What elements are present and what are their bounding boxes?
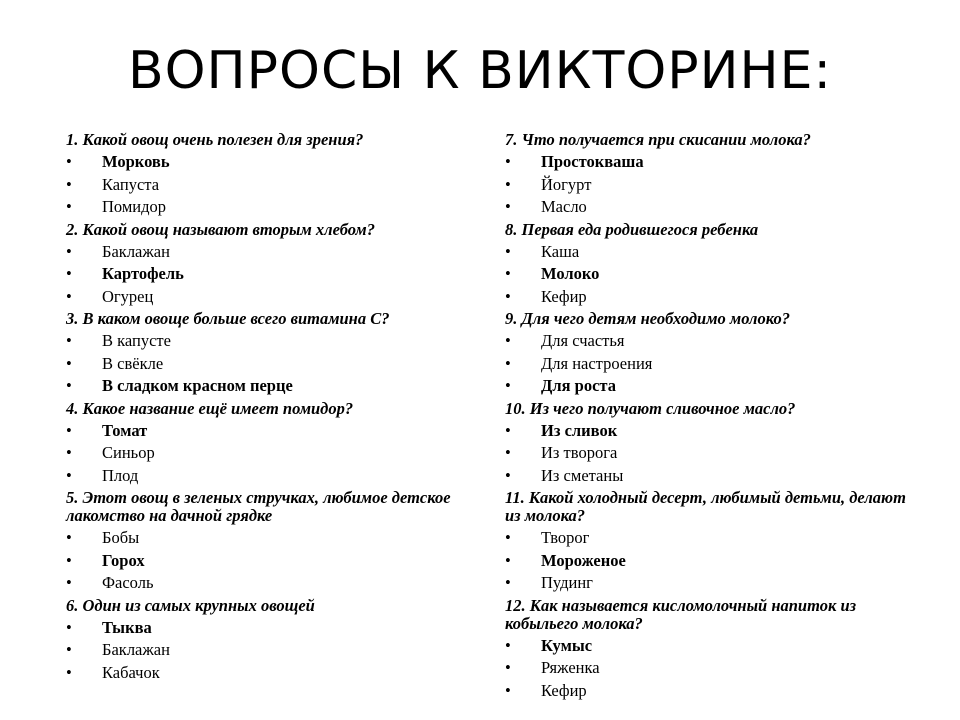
answer-text: Горох xyxy=(102,550,145,570)
answer-option-correct xyxy=(66,550,466,573)
answer-option xyxy=(66,174,466,197)
answer-text: Баклажан xyxy=(102,241,170,261)
answer-text: Кефир xyxy=(541,680,587,700)
bullet-icon: • xyxy=(66,264,72,283)
answer-text: Пудинг xyxy=(541,573,593,592)
answer-text: Йогурт xyxy=(541,174,592,194)
answer-text: Ряженка xyxy=(541,658,600,677)
answer-option xyxy=(66,572,466,595)
question-text: 10. Из чего получают сливочное масло? xyxy=(505,398,796,418)
bullet-icon: • xyxy=(66,640,72,659)
bullet-icon: • xyxy=(66,197,72,216)
answer-option xyxy=(505,174,925,197)
answer-text: Кабачок xyxy=(102,662,160,682)
bullet-icon: • xyxy=(505,353,511,373)
answer-text: Молоко xyxy=(541,264,600,283)
bullet-icon: • xyxy=(66,528,72,547)
bullet-icon: • xyxy=(66,331,72,350)
answer-text: Из сливок xyxy=(541,420,618,440)
bullet-icon: • xyxy=(66,376,72,395)
answer-option xyxy=(66,353,466,376)
bullet-icon: • xyxy=(66,443,72,462)
answer-text: Тыква xyxy=(102,617,152,637)
bullet-icon: • xyxy=(66,465,72,485)
bullet-icon: • xyxy=(66,286,72,306)
answer-option xyxy=(505,241,925,264)
bullet-icon: • xyxy=(505,573,511,592)
answer-option-correct xyxy=(505,151,925,174)
bullet-icon: • xyxy=(66,241,72,261)
page-title: ВОПРОСЫ К ВИКТОРИНЕ: xyxy=(127,41,833,101)
answer-option xyxy=(505,353,925,376)
answer-option xyxy=(505,657,925,680)
bullet-icon: • xyxy=(505,635,511,655)
answer-option xyxy=(505,442,925,465)
answer-option-correct xyxy=(66,263,466,286)
quiz-column-right xyxy=(505,129,925,702)
bullet-icon: • xyxy=(505,658,511,677)
answer-text: Кумыс xyxy=(541,635,593,655)
answer-text: Огурец xyxy=(102,286,154,306)
answer-option xyxy=(505,286,925,309)
answer-text: Бобы xyxy=(102,528,140,547)
answer-option xyxy=(66,442,466,465)
bullet-icon: • xyxy=(66,420,72,440)
answer-option xyxy=(505,465,925,488)
answer-text: Картофель xyxy=(102,264,184,283)
answer-text: В свёкле xyxy=(102,353,164,373)
answer-option-correct xyxy=(505,263,925,286)
question-text: 8. Первая еда родившегося ребенка xyxy=(505,219,759,239)
answer-text: Из сметаны xyxy=(541,465,624,485)
answer-text: Из творога xyxy=(541,443,618,462)
answer-text: В капусте xyxy=(102,331,171,350)
answer-option xyxy=(66,241,466,264)
bullet-icon: • xyxy=(505,331,511,350)
answer-text: Морковь xyxy=(102,152,170,171)
bullet-icon: • xyxy=(505,420,511,440)
bullet-icon: • xyxy=(505,550,511,570)
bullet-icon: • xyxy=(66,573,72,592)
answer-option-correct xyxy=(66,617,466,640)
answer-option xyxy=(66,465,466,488)
question-text: 2. Какой овощ называют вторым хлебом? xyxy=(66,219,375,239)
answer-option xyxy=(66,286,466,309)
bullet-icon: • xyxy=(505,465,511,485)
answer-option xyxy=(66,527,466,550)
answer-text: Мороженое xyxy=(541,550,626,570)
answer-text: Каша xyxy=(541,241,580,261)
bullet-icon: • xyxy=(66,174,72,194)
answer-text: Творог xyxy=(541,528,590,547)
question-text: 1. Какой овощ очень полезен для зрения? xyxy=(66,130,364,149)
answer-text: Синьор xyxy=(102,443,155,462)
answer-text: В сладком красном перце xyxy=(102,376,293,395)
bullet-icon: • xyxy=(505,680,511,700)
answer-option xyxy=(505,680,925,703)
question-text: 9. Для чего детям необходимо молоко? xyxy=(505,309,790,328)
question-text: 4. Какое название ещё имеет помидор? xyxy=(66,398,354,418)
quiz-column-left xyxy=(66,129,466,684)
question-text: 12. Как называется кисломолочный напиток из кобыльего молока? xyxy=(505,595,857,633)
bullet-icon: • xyxy=(505,152,511,171)
question-text: 11. Какой холодный десерт, любимый детьми, делают из молока? xyxy=(505,488,906,525)
question-text: 5. Этот овощ в зеленых стручках, любимое детское лакомство на дачной грядке xyxy=(66,488,451,525)
answer-option-correct xyxy=(505,635,925,658)
answer-option-correct xyxy=(505,375,925,398)
answer-option-correct xyxy=(66,420,466,443)
bullet-icon: • xyxy=(66,617,72,637)
answer-option-correct xyxy=(66,375,466,398)
answer-text: Помидор xyxy=(102,197,167,216)
answer-option xyxy=(66,330,466,353)
question-text: 3. В каком овоще больше всего витамина С? xyxy=(66,309,390,328)
answer-option xyxy=(66,639,466,662)
answer-text: Масло xyxy=(541,197,587,216)
answer-option xyxy=(505,196,925,219)
bullet-icon: • xyxy=(66,152,72,171)
answer-text: Кефир xyxy=(541,286,587,306)
answer-text: Для счастья xyxy=(541,331,625,350)
bullet-icon: • xyxy=(505,528,511,547)
bullet-icon: • xyxy=(66,662,72,682)
question-text: 6. Один из самых крупных овощей xyxy=(66,595,315,615)
question-text: 7. Что получается при скисании молока? xyxy=(505,130,811,149)
answer-option-correct xyxy=(505,550,925,573)
answer-option-correct xyxy=(505,420,925,443)
answer-option xyxy=(505,527,925,550)
answer-text: Для настроения xyxy=(541,353,653,373)
bullet-icon: • xyxy=(505,241,511,261)
bullet-icon: • xyxy=(505,286,511,306)
answer-text: Плод xyxy=(102,465,139,485)
answer-text: Простокваша xyxy=(541,152,644,171)
bullet-icon: • xyxy=(66,353,72,373)
bullet-icon: • xyxy=(505,197,511,216)
answer-option xyxy=(66,662,466,685)
answer-option xyxy=(66,196,466,219)
answer-option xyxy=(505,330,925,353)
answer-text: Капуста xyxy=(102,174,160,194)
answer-text: Фасоль xyxy=(102,573,154,592)
bullet-icon: • xyxy=(66,550,72,570)
answer-text: Для роста xyxy=(541,376,616,395)
bullet-icon: • xyxy=(505,376,511,395)
answer-option-correct xyxy=(66,151,466,174)
answer-text: Томат xyxy=(102,420,148,440)
bullet-icon: • xyxy=(505,264,511,283)
answer-text: Баклажан xyxy=(102,640,170,659)
bullet-icon: • xyxy=(505,443,511,462)
answer-option xyxy=(505,572,925,595)
bullet-icon: • xyxy=(505,174,511,194)
